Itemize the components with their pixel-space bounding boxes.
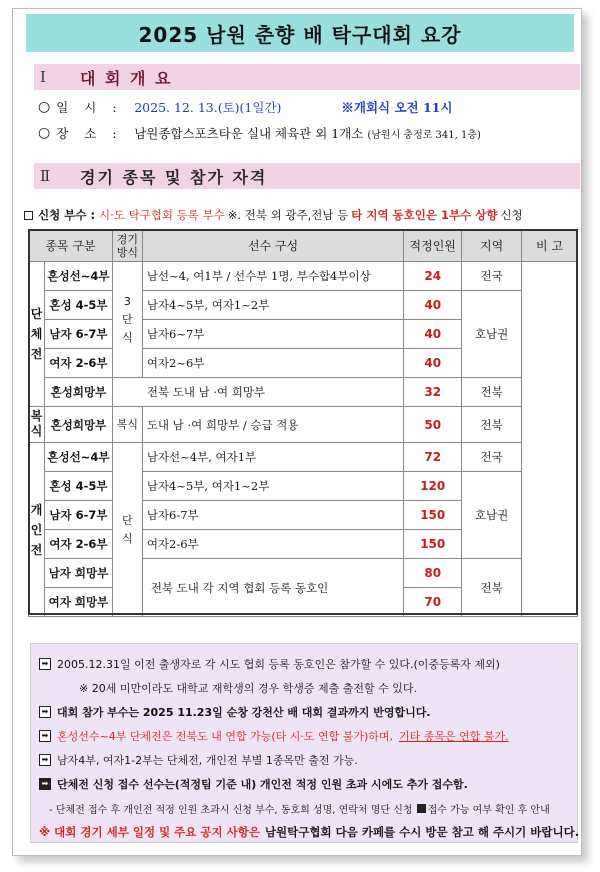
region-cell: 전북 (462, 407, 522, 443)
event-cell: 혼성희망부 (44, 378, 112, 407)
composition-cell: 남자4~5부, 여자1~2부 (142, 472, 403, 501)
event-cell: 혼성선~4부 (44, 443, 112, 472)
header-composition: 선수 구성 (142, 230, 403, 262)
page-title-text: 2025 남원 춘향 배 탁구대회 요강 (138, 22, 462, 47)
table-row (29, 443, 578, 472)
header-quota: 적정인원 (404, 230, 462, 262)
event-cell: 여자 2-6부 (44, 530, 112, 559)
circle-bullet-icon: ○ (38, 99, 51, 115)
event-cell: 여자 희망부 (44, 588, 112, 617)
section-title: 경기 종목 및 참가 자격 (80, 167, 268, 187)
region-cell: 호남권 (462, 291, 522, 378)
apply-upgrade-text: 타 지역 동호인은 1부수 상향 (351, 208, 498, 222)
quota-cell: 120 (404, 472, 462, 501)
schedule-value: 2025. 12. 13.(토)(1일간) (134, 100, 282, 115)
event-cell: 남자 희망부 (44, 559, 112, 588)
composition-cell: 여자2~6부 (142, 349, 403, 378)
table-row (29, 559, 578, 588)
quota-cell: 40 (404, 349, 462, 378)
event-cell: 혼성희망부 (44, 407, 112, 443)
event-cell: 혼성 4-5부 (44, 291, 112, 320)
event-cell: 여자 2-6부 (44, 349, 112, 378)
method-doubles: 복식 (112, 407, 142, 443)
quota-cell: 24 (404, 262, 462, 291)
quota-cell: 40 (404, 320, 462, 349)
note-item: ➡ 대회 참가 부수는 2025 11.23일 순창 강천산 배 대회 결과까지 반영합니다. (39, 700, 569, 724)
page-title (26, 14, 574, 52)
apply-mid-text: ※. 전북 외 광주,전남 등 (227, 208, 349, 222)
composition-cell: 전북 도내 남 ·여 희망부 (112, 378, 403, 407)
quota-cell: 150 (404, 530, 462, 559)
table-row (29, 472, 578, 501)
arrow-box-icon (417, 804, 426, 813)
note-item: ➡ 단체전 신청 접수 선수는(적정팀 기준 내) 개인전 적정 인원 초과 시에도 추가 접수함. (39, 772, 569, 796)
composition-cell: 도내 남 ·여 희망부 / 승급 적용 (142, 407, 403, 443)
venue-label: 장 소 : (56, 126, 123, 141)
section-title: 대 회 개 요 (80, 68, 173, 88)
schedule-line (38, 98, 452, 116)
venue-value: 남원종합스포츠타운 실내 체육관 외 1개소 (134, 126, 364, 141)
table-row (29, 407, 578, 443)
quota-cell: 80 (404, 559, 462, 588)
method-team: 3 단 식 (112, 262, 142, 378)
composition-cell: 남자6-7부 (142, 501, 403, 530)
quota-cell: 72 (404, 443, 462, 472)
arrow-box-icon: ➡ (39, 658, 51, 670)
event-table (28, 229, 578, 617)
event-cell: 혼성 4-5부 (44, 472, 112, 501)
arrow-box-icon: ➡ (39, 778, 51, 790)
note-item: ➡ 혼성선수~4부 단체전은 전북도 내 연합 가능(타 시·도 연합 불가)하며, 기타 종목은 연합 불가. (39, 724, 569, 748)
composition-cell: 남자선~4부, 여자1부 (142, 443, 403, 472)
notes-box (30, 643, 578, 843)
header-region: 지역 (462, 230, 522, 262)
region-cell: 전국 (462, 262, 522, 291)
circle-bullet-icon: ○ (38, 125, 51, 141)
group-individual: 개인전 (29, 443, 45, 617)
quota-cell: 32 (404, 378, 462, 407)
event-cell: 남자 6-7부 (44, 320, 112, 349)
remarks-cell (522, 262, 578, 617)
apply-division-line (24, 207, 523, 223)
quota-cell: 150 (404, 501, 462, 530)
apply-red-text: 시·도 탁구협회 등록 부수 (99, 208, 225, 222)
quota-cell: 40 (404, 291, 462, 320)
composition-cell: 남자6~7부 (142, 320, 403, 349)
note-item: ※ 대회 경기 세부 일정 및 주요 공지 사항은 남원탁구협회 다음 카페를 수시 방문 참고 해 주시기 바랍니다. (39, 825, 580, 839)
apply-label: 신청 부수 : (38, 208, 96, 222)
section-number: Ⅱ (40, 167, 51, 185)
table-row (29, 262, 578, 291)
region-cell: 호남권 (462, 472, 522, 559)
note-item: ※ 20세 미만이라도 대학교 재학생의 경우 학생증 제출 출전할 수 있다. (79, 682, 417, 695)
region-cell: 전북 (462, 378, 522, 407)
composition-cell: 남선~4, 여1부 / 선수부 1명, 부수합4부이상 (142, 262, 403, 291)
table-row (29, 378, 578, 407)
composition-cell: 남자4~5부, 여자1~2부 (142, 291, 403, 320)
arrow-box-icon: ➡ (39, 706, 51, 718)
venue-address: (남원시 충정로 341, 1층) (367, 129, 481, 141)
quota-cell: 70 (404, 588, 462, 617)
venue-line (38, 124, 481, 142)
method-individual: 단 식 (112, 443, 142, 617)
note-item: - 단체전 접수 후 개인전 적정 인원 초과시 신청 부수, 동호회 성명, 연락처 명단 신청 접수 가능 여부 확인 후 안내 (49, 804, 550, 816)
composition-cell: 전북 도내 각 지역 협회 등록 동호인 (142, 559, 403, 617)
event-cell: 남자 6-7부 (44, 501, 112, 530)
table-row (29, 291, 578, 320)
header-event: 종목 구분 (29, 230, 113, 262)
section-number: Ⅰ (40, 68, 46, 86)
group-doubles: 복식 (29, 407, 45, 443)
region-cell: 전북 (462, 559, 522, 617)
region-cell: 전국 (462, 443, 522, 472)
opening-ceremony-note: ※개회식 오전 11시 (341, 100, 453, 115)
note-item: ➡ 2005.12.31일 이전 출생자로 각 시도 협회 등록 동호인은 참가할 수 있다.(이중등록자 제외) (39, 652, 569, 676)
checkbox-square-icon (24, 211, 33, 220)
section-header-overview (34, 64, 580, 90)
header-remarks: 비 고 (522, 230, 578, 262)
arrow-box-icon: ➡ (39, 754, 51, 766)
schedule-label: 일 시 : (56, 100, 123, 115)
composition-cell: 여자2-6부 (142, 530, 403, 559)
section-header-events (34, 163, 580, 189)
group-team: 단체전 (29, 262, 45, 407)
header-method: 경기 방식 (112, 230, 142, 262)
quota-cell: 50 (404, 407, 462, 443)
event-cell: 혼성선~4부 (44, 262, 112, 291)
note-item: ➡ 남자4부, 여자1-2부는 단체전, 개인전 부별 1종목만 출전 가능. (39, 748, 569, 772)
apply-tail: 신청 (500, 208, 523, 222)
arrow-box-icon: ➡ (39, 730, 51, 742)
